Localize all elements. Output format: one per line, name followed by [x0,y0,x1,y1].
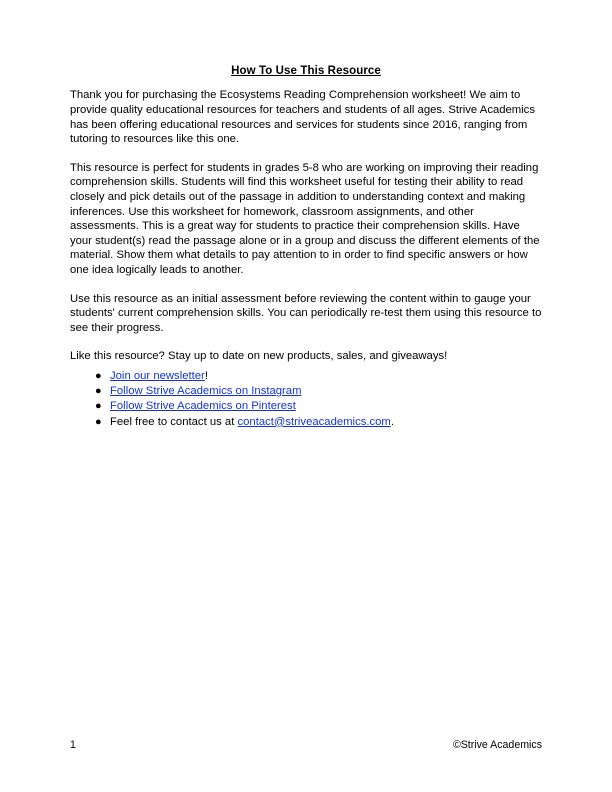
list-item [70,384,542,399]
page-number: 1 [70,739,76,751]
intro-paragraph: Thank you for purchasing the Ecosystems Reading Comprehension worksheet! We aim to provide quality educational resources for teachers and students of all ages. Strive Academics has been offering educational resources and services for students since 2016, ranging from tutoring to resources like this one. [70,89,535,146]
stay-updated-paragraph: Like this resource? Stay up to date on new products, sales, and giveaways! [70,350,448,363]
copyright-notice: ©Strive Academics [452,739,542,751]
list-item-prefix: Feel free to contact us at [110,415,238,428]
list-item-suffix: . [390,415,394,428]
newsletter-link[interactable]: Join our newsletter [110,369,205,382]
usage-paragraph: This resource is perfect for students in grades 5-8 who are working on improving their reading comprehension skills. Students will find this worksheet useful for testing their ability to read closely and pick details out of the passage in addition to understanding context and making inferences. Use this worksheet for homework, classroom assignments, and other assessments. This is a great way for students to practice their comprehension skills. Have your student(s) read the passage alone or in a group and discuss the different elements of the material. Show them what details to pay attention to in order to find specific answers or how one idea logically leads to another. [70,161,540,276]
pinterest-link[interactable]: Follow Strive Academics on Pinterest [110,400,296,413]
page-footer [70,738,542,752]
assessment-paragraph: Use this resource as an initial assessment before reviewing the content within to gauge your students' current comprehension skills. You can periodically re-test them using this resource to see their progress. [70,292,542,334]
bullet-icon: ● [95,415,102,428]
document-body [70,64,542,430]
list-item [70,369,542,384]
instagram-link[interactable]: Follow Strive Academics on Instagram [110,385,302,398]
list-item-suffix: ! [204,369,208,382]
bullet-icon: ● [95,369,102,382]
page-title: How To Use This Resource [231,65,381,77]
list-item [70,399,542,414]
resource-link-list [70,369,542,430]
contact-email-link[interactable]: contact@striveacademics.com [237,415,391,428]
bullet-icon: ● [95,400,102,413]
list-item [70,415,542,430]
bullet-icon: ● [95,385,102,398]
